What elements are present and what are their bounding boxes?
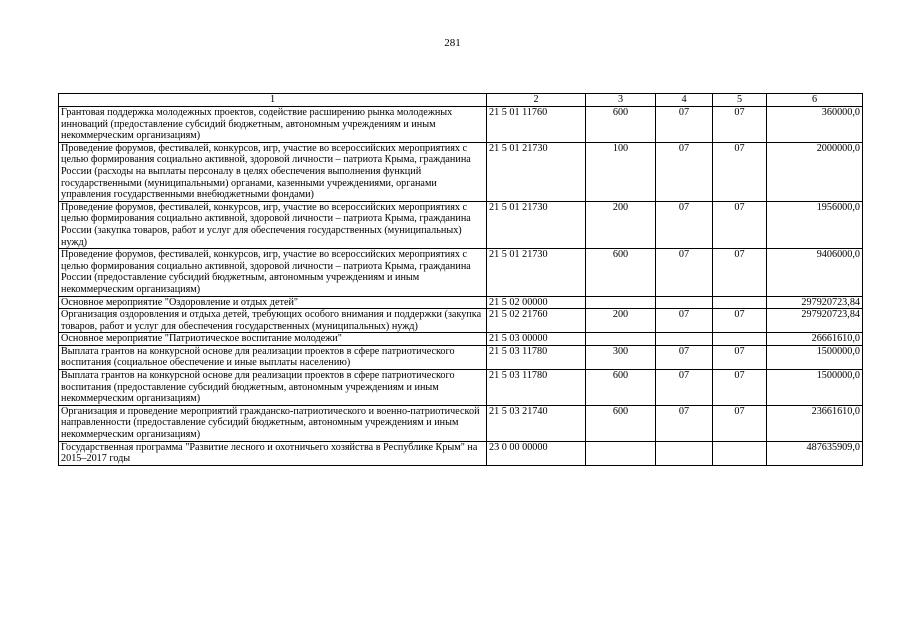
row-name: Организация оздоровления и отдыха детей, требующих особого внимания и поддержки (закупка товаров, работ и услуг для обеспечения государственных (муниципальных) нужд) [59, 309, 487, 333]
row-code: 21 5 01 21730 [487, 201, 586, 248]
row-amount: 360000,0 [767, 107, 863, 143]
row-amount: 1956000,0 [767, 201, 863, 248]
row-expense-type: 100 [586, 142, 656, 201]
table-row [59, 333, 863, 346]
row-expense-type: 300 [586, 345, 656, 369]
column-header-section: 4 [656, 94, 713, 107]
table-row [59, 296, 863, 309]
column-header-amount: 6 [767, 94, 863, 107]
row-name: Грантовая поддержка молодежных проектов, содействие расширению рынка молодежных инноваций (предоставление субсидий бюджетным, автономным учреждениям и иным некоммерческим организациям) [59, 107, 487, 143]
row-expense-type: 200 [586, 201, 656, 248]
row-section: 07 [656, 107, 713, 143]
row-expense-type: 600 [586, 370, 656, 406]
row-subsection: 07 [713, 107, 767, 143]
row-code: 21 5 01 11760 [487, 107, 586, 143]
row-amount: 1500000,0 [767, 345, 863, 369]
row-expense-type: 600 [586, 405, 656, 441]
row-name: Проведение форумов, фестивалей, конкурсов, игр, участие во всероссийских мероприятиях с целью формирования социально активной, здоровой личности – патриота Крыма, гражданина России (закупка товаров, работ и услуг для обеспечения государственных (муниципальных) нужд) [59, 201, 487, 248]
row-name: Основное мероприятие "Патриотическое воспитание молодежи" [59, 333, 487, 346]
column-header-name: 1 [59, 94, 487, 107]
row-amount: 2000000,0 [767, 142, 863, 201]
row-name: Проведение форумов, фестивалей, конкурсов, игр, участие во всероссийских мероприятиях с целью формирования социально активной, здоровой личности – патриота Крыма, гражданина России (предоставление субсидий бюджетным, автономным учреждениям и иным некоммерческим организациям) [59, 249, 487, 296]
row-section: 07 [656, 249, 713, 296]
row-expense-type [586, 333, 656, 346]
row-amount: 26661610,0 [767, 333, 863, 346]
row-expense-type: 600 [586, 107, 656, 143]
row-amount: 297920723,84 [767, 296, 863, 309]
row-section: 07 [656, 309, 713, 333]
row-section: 07 [656, 201, 713, 248]
row-code: 21 5 02 21760 [487, 309, 586, 333]
column-header-code: 2 [487, 94, 586, 107]
row-expense-type: 200 [586, 309, 656, 333]
row-name: Организация и проведение мероприятий гражданско-патриотического и военно-патриотической направленности (предоставление субсидий бюджетным, автономным учреждениям и иным некоммерческим организациям) [59, 405, 487, 441]
table-row [59, 370, 863, 406]
row-subsection: 07 [713, 345, 767, 369]
row-code: 21 5 01 21730 [487, 249, 586, 296]
row-subsection [713, 441, 767, 465]
table-row [59, 249, 863, 296]
row-expense-type: 600 [586, 249, 656, 296]
row-code: 21 5 03 21740 [487, 405, 586, 441]
row-section [656, 333, 713, 346]
table-row [59, 142, 863, 201]
row-name: Государственная программа "Развитие лесного и охотничьего хозяйства в Республике Крым" на 2015–2017 годы [59, 441, 487, 465]
table-row [59, 107, 863, 143]
table-row [59, 201, 863, 248]
row-subsection [713, 333, 767, 346]
row-expense-type [586, 441, 656, 465]
row-code: 21 5 01 21730 [487, 142, 586, 201]
row-amount: 297920723,84 [767, 309, 863, 333]
table-row [59, 345, 863, 369]
row-section: 07 [656, 345, 713, 369]
row-code: 21 5 03 11780 [487, 345, 586, 369]
row-amount: 1500000,0 [767, 370, 863, 406]
row-section [656, 296, 713, 309]
row-code: 21 5 03 00000 [487, 333, 586, 346]
table-row [59, 441, 863, 465]
row-subsection: 07 [713, 309, 767, 333]
row-subsection: 07 [713, 370, 767, 406]
row-section: 07 [656, 370, 713, 406]
row-section [656, 441, 713, 465]
table-header-row [59, 94, 863, 107]
row-amount: 487635909,0 [767, 441, 863, 465]
row-name: Выплата грантов на конкурсной основе для реализации проектов в сфере патриотического воспитания (предоставление субсидий бюджетным, автономным учреждениям и иным некоммерческим организациям) [59, 370, 487, 406]
page-number: 281 [444, 37, 461, 49]
row-code: 23 0 00 00000 [487, 441, 586, 465]
column-header-subsection: 5 [713, 94, 767, 107]
row-section: 07 [656, 142, 713, 201]
table-row [59, 309, 863, 333]
row-subsection: 07 [713, 142, 767, 201]
row-code: 21 5 02 00000 [487, 296, 586, 309]
budget-table [58, 93, 863, 466]
row-name: Основное мероприятие "Оздоровление и отдых детей" [59, 296, 487, 309]
row-name: Проведение форумов, фестивалей, конкурсов, игр, участие во всероссийских мероприятиях с целью формирования социально активной, здоровой личности – патриота Крыма, гражданина России (расходы на выплаты персоналу в целях обеспечения выполнения функций государственными (муниципальными) органами, казенными учреждениями, органами управления государственными внебюджетными фондами) [59, 142, 487, 201]
row-code: 21 5 03 11780 [487, 370, 586, 406]
table-row [59, 405, 863, 441]
row-subsection [713, 296, 767, 309]
row-subsection: 07 [713, 201, 767, 248]
row-amount: 23661610,0 [767, 405, 863, 441]
row-expense-type [586, 296, 656, 309]
row-amount: 9406000,0 [767, 249, 863, 296]
row-subsection: 07 [713, 249, 767, 296]
column-header-expense-type: 3 [586, 94, 656, 107]
row-section: 07 [656, 405, 713, 441]
row-name: Выплата грантов на конкурсной основе для реализации проектов в сфере патриотического воспитания (социальное обеспечение и иные выплаты населению) [59, 345, 487, 369]
row-subsection: 07 [713, 405, 767, 441]
